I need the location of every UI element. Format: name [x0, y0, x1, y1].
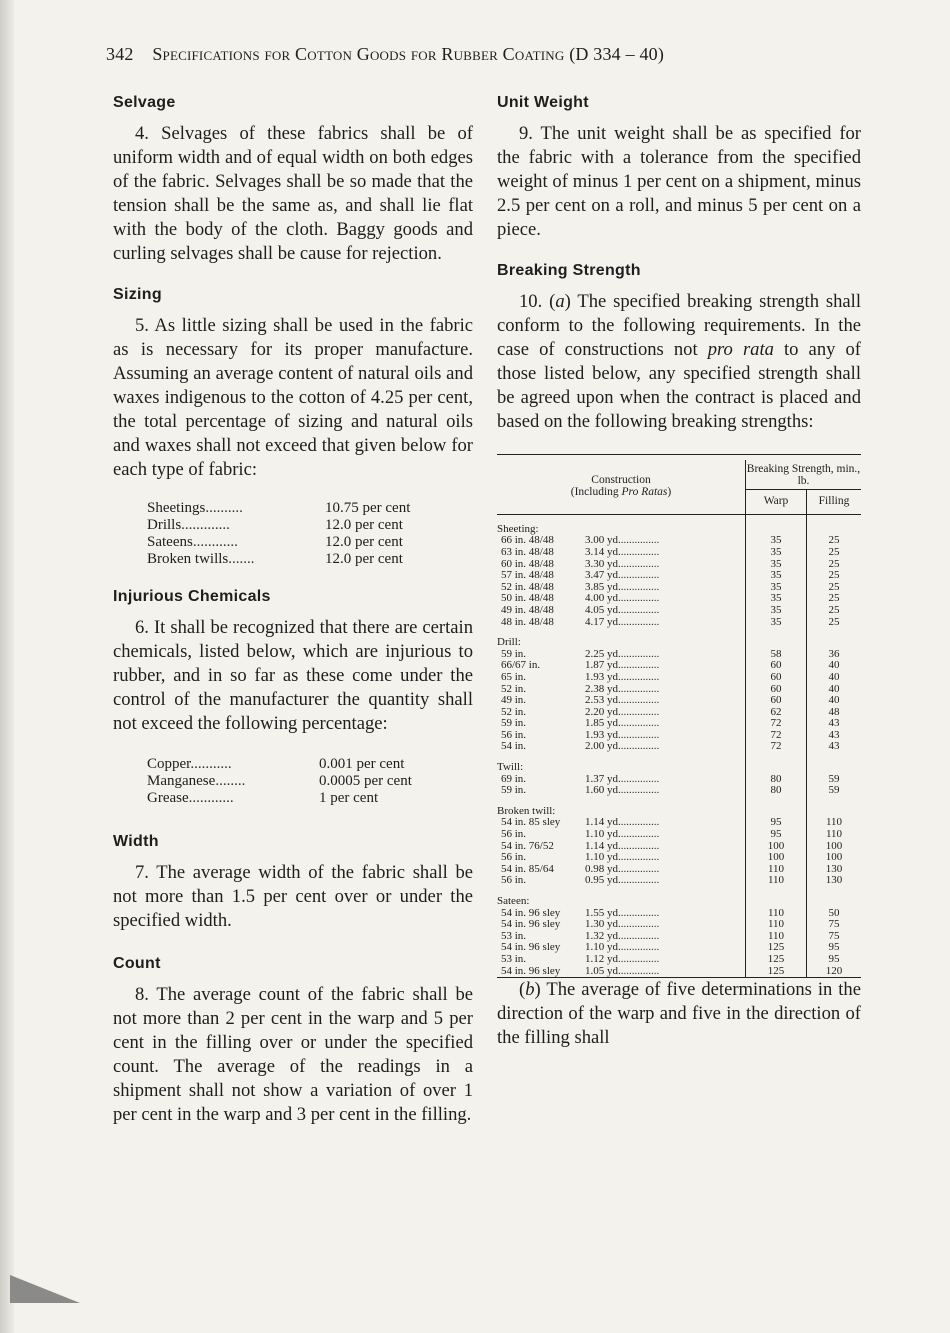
list-label: Copper — [147, 756, 191, 772]
table-row — [497, 718, 861, 730]
running-header — [106, 44, 846, 65]
breaking-strength-table — [497, 454, 861, 978]
construction-spec: 60 in. 48/48 — [501, 557, 554, 570]
leader-dots: ............. — [181, 517, 230, 533]
warp-value: 60 — [746, 672, 807, 684]
header-text: (Including — [570, 485, 622, 498]
paragraph-7: 7. The average width of the fabric shall be not more than 1.5 per cent over or under the specified width. — [113, 862, 473, 931]
warp-value: 35 — [746, 593, 807, 605]
warp-value: 35 — [746, 559, 807, 571]
col-header-construction — [497, 460, 746, 514]
table-row — [497, 817, 861, 829]
warp-value: 125 — [746, 966, 807, 978]
leader-dots: ............ — [188, 790, 234, 806]
table-body — [497, 515, 861, 978]
construction-yardage: 2.00 yd — [585, 740, 618, 753]
table-group-row — [497, 887, 861, 908]
warp-value: 60 — [746, 695, 807, 707]
construction-yardage: 4.05 yd — [585, 603, 618, 616]
table-row — [497, 660, 861, 672]
leader-dots: ............... — [618, 545, 660, 558]
warp-value: 95 — [746, 817, 807, 829]
table-row — [497, 785, 861, 797]
section-heading-selvage: Selvage — [113, 94, 176, 111]
paragraph-6: 6. It shall be recognized that there are certain chemicals, listed below, which are injurious to rubber, and in so far as these come under the control of the manufacturer the quantity shall not exceed the following percentage: — [113, 617, 473, 734]
construction-yardage: 1.87 yd — [585, 659, 618, 672]
leader-dots: ............... — [618, 705, 660, 718]
filling-value: 25 — [828, 534, 840, 547]
construction-spec: 54 in. 96 sley — [501, 941, 561, 954]
chemicals-list — [147, 756, 412, 807]
list-value: 12.0 per cent — [325, 517, 403, 533]
list-value: 12.0 per cent — [325, 534, 403, 550]
table-row — [497, 875, 861, 887]
construction-spec: 56 in. — [501, 874, 527, 887]
warp-value: 35 — [746, 535, 807, 547]
filling-value: 25 — [828, 557, 840, 570]
filling-value: 25 — [828, 592, 840, 605]
filling-value: 43 — [828, 740, 840, 753]
list-item — [147, 534, 410, 551]
header-text: Construction — [591, 474, 651, 487]
construction-yardage: 4.00 yd — [585, 592, 618, 605]
construction-yardage: 1.55 yd — [585, 906, 618, 919]
warp-value: 60 — [746, 660, 807, 672]
group-label: Sheeting: — [497, 515, 746, 536]
construction-spec: 49 in. 48/48 — [501, 603, 554, 616]
table-row — [497, 707, 861, 719]
table-row — [497, 617, 861, 629]
construction-yardage: 3.47 yd — [585, 569, 618, 582]
table-group-row — [497, 628, 861, 649]
breaking-strength-table-wrap — [497, 454, 861, 978]
construction-yardage: 0.95 yd — [585, 874, 618, 887]
designation: (D 334 – 40) — [569, 44, 665, 64]
warp-value: 110 — [746, 875, 807, 887]
construction-spec: 69 in. — [501, 772, 527, 785]
warp-value: 72 — [746, 741, 807, 753]
warp-value: 125 — [746, 942, 807, 954]
leader-dots: ............... — [618, 728, 660, 741]
filling-value: 75 — [828, 918, 840, 931]
list-item — [147, 517, 410, 534]
list-label: Broken twills — [147, 551, 229, 567]
construction-yardage: 4.17 yd — [585, 615, 618, 628]
warp-value: 62 — [746, 707, 807, 719]
warp-value: 110 — [746, 931, 807, 943]
construction-spec: 54 in. 96 sley — [501, 964, 561, 977]
leader-dots: ............... — [618, 740, 660, 753]
list-item — [147, 756, 412, 773]
text-fragment: ( — [519, 979, 526, 1001]
construction-yardage: 1.14 yd — [585, 816, 618, 829]
construction-spec: 48 in. 48/48 — [501, 615, 554, 628]
group-label: Drill: — [497, 628, 746, 649]
text-fragment: 10. ( — [519, 291, 556, 312]
filling-value: 43 — [828, 717, 840, 730]
leader-dots: ............ — [192, 534, 238, 550]
construction-yardage: 3.30 yd — [585, 557, 618, 570]
leader-dots: ............... — [618, 952, 660, 965]
left-column — [113, 94, 473, 1127]
filling-value: 100 — [825, 851, 843, 864]
leader-dots: ............... — [618, 647, 660, 660]
warp-value: 125 — [746, 954, 807, 966]
leader-dots: ............... — [618, 682, 660, 695]
warp-value: 80 — [746, 774, 807, 786]
filling-value: 130 — [825, 862, 843, 875]
table-row — [497, 684, 861, 696]
leader-dots: ............... — [618, 839, 660, 852]
table-row — [497, 942, 861, 954]
construction-yardage: 1.10 yd — [585, 941, 618, 954]
list-value: 0.001 per cent — [319, 756, 405, 772]
leader-dots: ............... — [618, 964, 660, 977]
construction-yardage: 1.37 yd — [585, 772, 618, 785]
construction-spec: 54 in. 76/52 — [501, 839, 554, 852]
text-fragment: a — [555, 291, 565, 312]
construction-spec: 54 in. 96 sley — [501, 906, 561, 919]
group-label: Sateen: — [497, 887, 746, 908]
construction-spec: 59 in. — [501, 784, 527, 797]
section-heading-unit-weight: Unit Weight — [497, 94, 589, 111]
leader-dots: ............... — [618, 694, 660, 707]
table-group-row — [497, 753, 861, 774]
table-row — [497, 966, 861, 978]
paragraph-9: 9. The unit weight shall be as specified for the fabric with a tolerance from the specified weight of minus 1 per cent on a shipment, minus 2.5 per cent on a roll, and minus 5 per cent on a piece. — [497, 123, 861, 240]
warp-value: 72 — [746, 718, 807, 730]
filling-value: 110 — [825, 828, 843, 841]
col-header-warp: Warp — [746, 490, 807, 515]
leader-dots: ............... — [618, 851, 660, 864]
construction-yardage: 1.05 yd — [585, 964, 618, 977]
table-row — [497, 730, 861, 742]
construction-spec: 56 in. — [501, 851, 527, 864]
leader-dots: ............... — [618, 580, 660, 593]
paragraph-10a — [497, 290, 861, 434]
warp-value: 58 — [746, 649, 807, 661]
text-fragment: to any of those listed below, any specified strength shall be agreed upon when the contract is placed and based on the following breaking strengths: — [497, 339, 861, 432]
warp-value: 35 — [746, 617, 807, 629]
list-label: Manganese — [147, 773, 216, 789]
leader-dots: ............... — [618, 906, 660, 919]
text-fragment: ) The average of five determinations in the direction of the warp and five in the direction of the filling shall — [497, 979, 861, 1049]
filling-value: 130 — [825, 874, 843, 887]
leader-dots: ....... — [228, 551, 255, 567]
construction-yardage: 1.93 yd — [585, 670, 618, 683]
construction-spec: 52 in. — [501, 705, 527, 718]
construction-spec: 59 in. — [501, 717, 527, 730]
construction-yardage: 1.10 yd — [585, 828, 618, 841]
construction-spec: 66 in. 48/48 — [501, 534, 554, 547]
filling-value: 59 — [828, 784, 840, 797]
filling-value: 100 — [825, 839, 843, 852]
warp-value: 35 — [746, 547, 807, 559]
group-label: Twill: — [497, 753, 746, 774]
warp-value: 35 — [746, 605, 807, 617]
table-row — [497, 954, 861, 966]
page-title: Specifications for Cotton Goods for Rubber Coating — [152, 44, 565, 64]
leader-dots: ............... — [618, 816, 660, 829]
leader-dots: ............... — [618, 772, 660, 785]
filling-value: 36 — [828, 647, 840, 660]
warp-value: 100 — [746, 852, 807, 864]
warp-value: 60 — [746, 684, 807, 696]
construction-yardage: 2.38 yd — [585, 682, 618, 695]
construction-spec: 59 in. — [501, 647, 527, 660]
leader-dots: ............... — [618, 941, 660, 954]
filling-value: 48 — [828, 705, 840, 718]
leader-dots: .......... — [205, 500, 243, 516]
table-group-row — [497, 515, 861, 536]
leader-dots: ........... — [190, 756, 232, 772]
section-heading-count: Count — [113, 955, 161, 972]
table-row — [497, 741, 861, 753]
list-value: 10.75 per cent — [325, 500, 411, 516]
filling-value: 25 — [828, 615, 840, 628]
warp-value: 80 — [746, 785, 807, 797]
leader-dots: ............... — [618, 534, 660, 547]
construction-yardage: 1.12 yd — [585, 952, 618, 965]
leader-dots: ........ — [215, 773, 246, 789]
warp-value: 110 — [746, 864, 807, 876]
construction-spec: 53 in. — [501, 952, 527, 965]
leader-dots: ............... — [618, 918, 660, 931]
leader-dots: ............... — [618, 828, 660, 841]
filling-value: 40 — [828, 670, 840, 683]
filling-value: 75 — [828, 929, 840, 942]
filling-value: 40 — [828, 682, 840, 695]
leader-dots: ............... — [618, 659, 660, 672]
leader-dots: ............... — [618, 862, 660, 875]
filling-value: 25 — [828, 569, 840, 582]
filling-value: 50 — [828, 906, 840, 919]
text-fragment: ) The specified breaking strength shall conform to the following requirements. In the case of constructions not — [497, 291, 861, 360]
page-corner-shadow — [10, 1275, 80, 1303]
filling-value: 95 — [828, 941, 840, 954]
construction-yardage: 1.85 yd — [585, 717, 618, 730]
construction-spec: 53 in. — [501, 929, 527, 942]
filling-value: 25 — [828, 580, 840, 593]
table-row — [497, 547, 861, 559]
construction-spec: 54 in. 96 sley — [501, 918, 561, 931]
construction-spec: 52 in. 48/48 — [501, 580, 554, 593]
table-row — [497, 774, 861, 786]
leader-dots: ............... — [618, 717, 660, 730]
paragraph-10b — [497, 978, 861, 1050]
construction-yardage: 1.30 yd — [585, 918, 618, 931]
leader-dots: ............... — [618, 603, 660, 616]
warp-value: 95 — [746, 829, 807, 841]
warp-value: 100 — [746, 841, 807, 853]
filling-value: 120 — [825, 964, 843, 977]
construction-yardage: 2.25 yd — [585, 647, 618, 660]
list-label: Drills — [147, 517, 182, 533]
list-label: Sheetings — [147, 500, 206, 516]
list-item — [147, 551, 410, 568]
construction-spec: 54 in. 85/64 — [501, 862, 554, 875]
construction-spec: 66/67 in. — [501, 659, 541, 672]
filling-value: 25 — [828, 603, 840, 616]
col-header-breaking-strength: Breaking Strength, min., lb. — [746, 460, 862, 490]
construction-yardage: 1.32 yd — [585, 929, 618, 942]
construction-spec: 57 in. 48/48 — [501, 569, 554, 582]
table-row — [497, 570, 861, 582]
filling-value: 110 — [825, 816, 843, 829]
warp-value: 35 — [746, 570, 807, 582]
construction-spec: 56 in. — [501, 728, 527, 741]
page-binding-edge — [0, 0, 14, 1333]
section-heading-width: Width — [113, 833, 159, 850]
section-heading-chemicals: Injurious Chemicals — [113, 588, 271, 605]
table-group-row — [497, 797, 861, 818]
construction-spec: 49 in. — [501, 694, 527, 707]
leader-dots: ............... — [618, 569, 660, 582]
table-row — [497, 649, 861, 661]
filling-value: 40 — [828, 694, 840, 707]
warp-value: 110 — [746, 908, 807, 920]
list-label: Grease — [147, 790, 189, 806]
paragraph-5: 5. As little sizing shall be used in the fabric as is necessary for its proper manufacture. Assuming an average content of natural oils and waxes indigenous to the cotton of 4.25 per cent, the total percentage of sizing and natural oils and waxes shall not exceed that given below for each type of fabric: — [113, 315, 473, 480]
list-value: 12.0 per cent — [325, 551, 403, 567]
leader-dots: ............... — [618, 615, 660, 628]
construction-yardage: 1.10 yd — [585, 851, 618, 864]
filling-value: 40 — [828, 659, 840, 672]
section-heading-sizing: Sizing — [113, 286, 162, 303]
table-row — [497, 919, 861, 931]
table-row — [497, 605, 861, 617]
header-text: Pro Ratas — [621, 485, 668, 498]
warp-value: 72 — [746, 730, 807, 742]
list-value: 1 per cent — [319, 790, 379, 806]
table-row — [497, 864, 861, 876]
list-item — [147, 500, 410, 517]
leader-dots: ............... — [618, 929, 660, 942]
warp-value: 35 — [746, 582, 807, 594]
construction-yardage: 3.14 yd — [585, 545, 618, 558]
filling-value: 95 — [828, 952, 840, 965]
text-fragment: b — [525, 979, 535, 1001]
construction-yardage: 3.00 yd — [585, 534, 618, 547]
leader-dots: ............... — [618, 874, 660, 887]
col-header-filling: Filling — [818, 495, 850, 508]
leader-dots: ............... — [618, 557, 660, 570]
right-column — [497, 94, 861, 1050]
construction-yardage: 0.98 yd — [585, 862, 618, 875]
filling-value: 25 — [828, 545, 840, 558]
paragraph-4: 4. Selvages of these fabrics shall be of uniform width and of equal width on both edges of the fabric. Selvages shall be so made that the tension shall be the same as, and shall lie flat with the body of the cloth. Baggy goods and curling selvages shall be cause for rejection. — [113, 123, 473, 264]
construction-yardage: 3.85 yd — [585, 580, 618, 593]
construction-spec: 63 in. 48/48 — [501, 545, 554, 558]
text-fragment: pro rata — [707, 339, 774, 360]
warp-value: 110 — [746, 919, 807, 931]
leader-dots: ............... — [618, 592, 660, 605]
list-label: Sateens — [147, 534, 193, 550]
construction-yardage: 1.60 yd — [585, 784, 618, 797]
construction-spec: 65 in. — [501, 670, 527, 683]
filling-value: 43 — [828, 728, 840, 741]
sizing-list — [147, 500, 410, 568]
list-item — [147, 790, 412, 807]
section-heading-breaking-strength: Breaking Strength — [497, 262, 641, 279]
construction-spec: 56 in. — [501, 828, 527, 841]
group-label: Broken twill: — [497, 797, 746, 818]
construction-spec: 54 in. 85 sley — [501, 816, 561, 829]
list-value: 0.0005 per cent — [319, 773, 412, 789]
filling-value: 59 — [828, 772, 840, 785]
list-item — [147, 773, 412, 790]
construction-yardage: 1.93 yd — [585, 728, 618, 741]
leader-dots: ............... — [618, 784, 660, 797]
header-text: ) — [667, 485, 672, 498]
construction-yardage: 2.20 yd — [585, 705, 618, 718]
table-row — [497, 829, 861, 841]
page-number: 342 — [106, 44, 134, 64]
construction-spec: 52 in. — [501, 682, 527, 695]
construction-spec: 50 in. 48/48 — [501, 592, 554, 605]
table-row — [497, 695, 861, 707]
paragraph-8: 8. The average count of the fabric shall be not more than 2 per cent in the warp and 5 per cent in the filling over or under the specified count. The average of the readings in a shipment shall not show a variation of over 1 per cent in the warp and 3 per cent in the filling. — [113, 984, 473, 1125]
leader-dots: ............... — [618, 670, 660, 683]
construction-yardage: 1.14 yd — [585, 839, 618, 852]
table-row — [497, 841, 861, 853]
construction-spec: 54 in. — [501, 740, 527, 753]
construction-yardage: 2.53 yd — [585, 694, 618, 707]
table-row — [497, 672, 861, 684]
